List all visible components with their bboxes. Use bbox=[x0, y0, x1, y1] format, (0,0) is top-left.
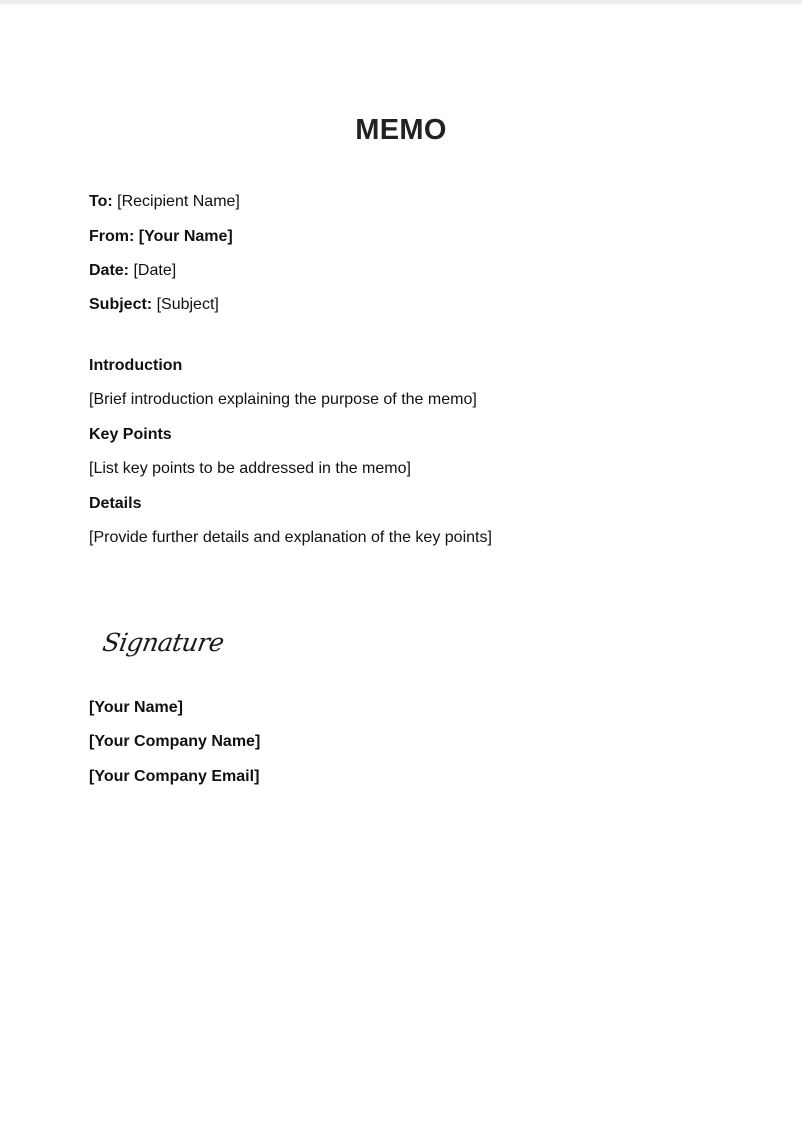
to-value: [Recipient Name] bbox=[117, 193, 240, 210]
details-body: [Provide further details and explanation of the key points] bbox=[89, 529, 492, 546]
subject-label: Subject: bbox=[89, 296, 153, 313]
memo-title: MEMO bbox=[355, 114, 447, 146]
memo-page bbox=[0, 4, 802, 1144]
key-points-heading: Key Points bbox=[89, 426, 172, 443]
date-line bbox=[89, 261, 176, 281]
subject-value: [Subject] bbox=[156, 296, 219, 313]
signature-script: Signature bbox=[100, 628, 227, 657]
to-line bbox=[89, 192, 240, 212]
from-label: From: bbox=[89, 228, 135, 245]
introduction-heading: Introduction bbox=[89, 357, 183, 374]
from-line bbox=[89, 227, 233, 247]
introduction-body: [Brief introduction explaining the purpose of the memo] bbox=[89, 391, 477, 408]
signature-email: [Your Company Email] bbox=[89, 768, 260, 785]
key-points-body: [List key points to be addressed in the memo] bbox=[89, 460, 411, 477]
date-value: [Date] bbox=[133, 262, 177, 279]
to-label: To: bbox=[89, 193, 113, 210]
from-value: [Your Name] bbox=[138, 228, 233, 245]
details-heading: Details bbox=[89, 495, 142, 512]
date-label: Date: bbox=[89, 262, 130, 279]
signature-name: [Your Name] bbox=[89, 699, 183, 716]
subject-line bbox=[89, 295, 219, 315]
signature-company: [Your Company Name] bbox=[89, 733, 261, 750]
